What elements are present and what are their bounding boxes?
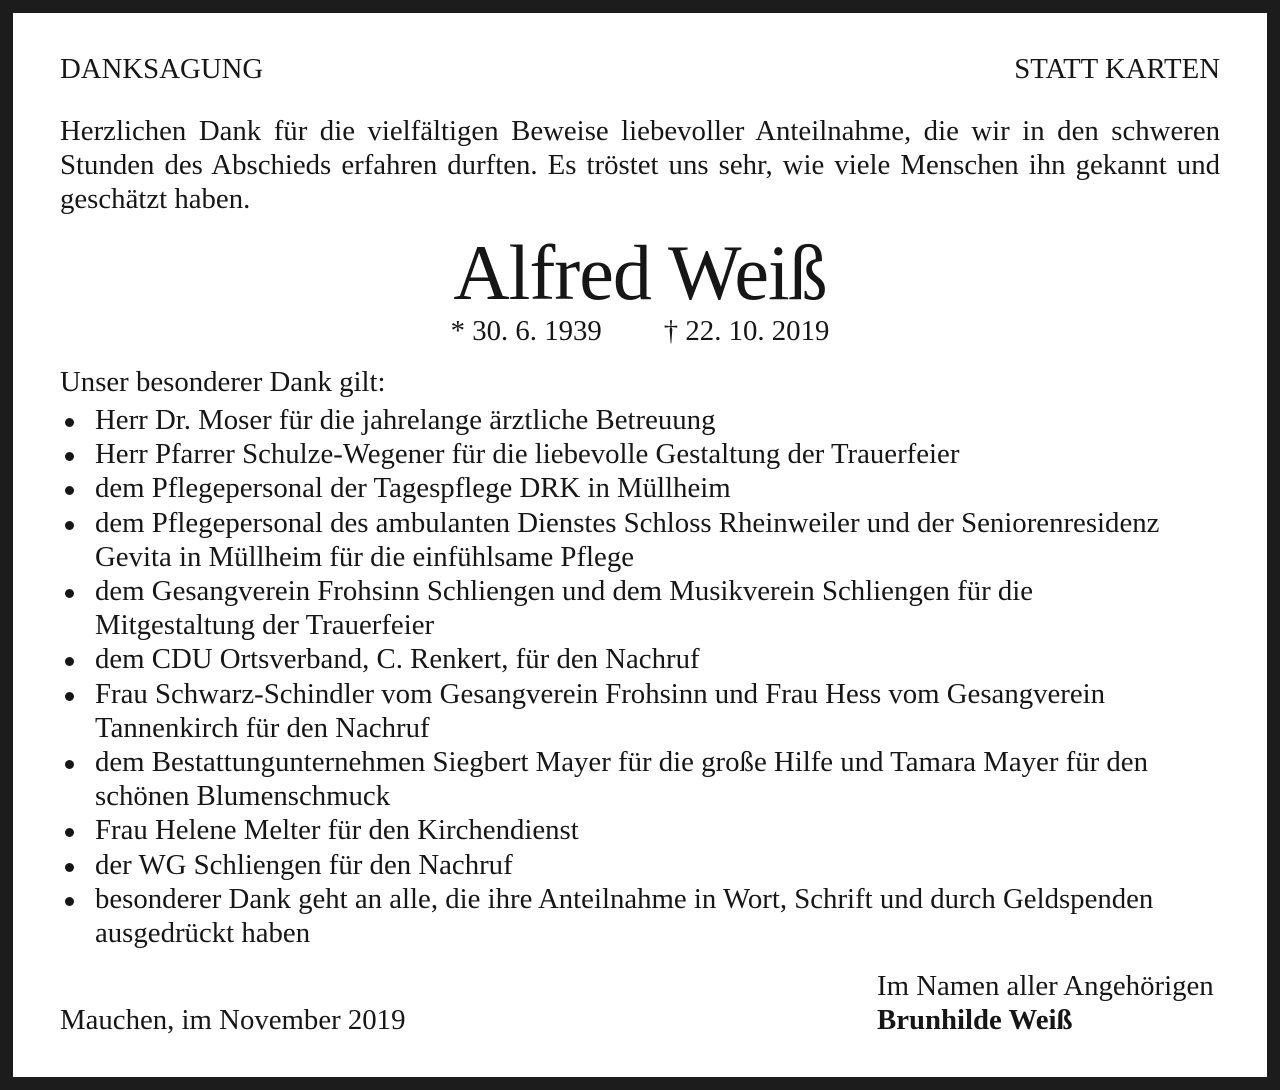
list-item [60, 882, 1220, 950]
list-item-text: der WG Schliengen für den Nachruf [95, 848, 513, 881]
bullet-icon [65, 486, 74, 495]
bullet-icon [65, 828, 74, 837]
list-item [60, 813, 1220, 847]
life-dates [0, 314, 1280, 348]
intro-line: geschätzt haben. [60, 183, 251, 216]
thanks-list [60, 403, 1220, 950]
signer-name: Brunhilde Weiß [877, 1004, 1073, 1036]
bullet-icon [65, 521, 74, 530]
list-item-text: Herr Pfarrer Schulze-Wegener für die liebevolle Gestaltung der Trauerfeier [95, 438, 960, 471]
list-item [60, 848, 1220, 882]
bullet-icon [65, 692, 74, 701]
statt-karten-label: STATT KARTEN [1014, 53, 1220, 85]
intro-paragraph [60, 114, 1220, 217]
list-item [60, 745, 1220, 813]
list-item-text: Herr Dr. Moser für die jahrelange ärztliche Betreuung [95, 404, 716, 436]
list-item [60, 471, 1220, 505]
list-item [60, 403, 1220, 437]
list-item [60, 506, 1220, 574]
bullet-icon [65, 760, 74, 769]
on-behalf-line: Im Namen aller Angehörigen [877, 970, 1214, 1002]
list-item-text: dem Pflegepersonal der Tagespflege DRK in Müllheim [95, 472, 731, 505]
list-item [60, 642, 1220, 676]
bullet-icon [65, 589, 74, 598]
list-item [60, 574, 1220, 642]
list-item-text: Frau Schwarz-Schindler vom Gesangverein Frohsinn und Frau Hess vom Gesangverein Tannenkirch für den Nachruf [95, 677, 1106, 744]
list-item [60, 437, 1220, 471]
bullet-icon [65, 657, 74, 666]
list-item-text: dem Gesangverein Frohsinn Schliengen und dem Musikverein Schliengen für die Mitgestaltung der Trauerfeier [95, 575, 1034, 642]
bullet-icon [65, 863, 74, 872]
bullet-icon [65, 418, 74, 427]
list-item-text: Frau Helene Melter für den Kirchendienst [95, 814, 579, 847]
bullet-icon [65, 452, 74, 461]
deceased-name: Alfred Weiß [453, 229, 827, 316]
intro-line: Herzlichen Dank für die vielfältigen Beweise liebevoller Anteilnahme, die wir in den schweren [60, 115, 1220, 147]
list-item [60, 677, 1220, 745]
thanks-lead: Unser besonderer Dank gilt: [60, 366, 386, 398]
death-date: † 22. 10. 2019 [663, 315, 830, 347]
bullet-icon [65, 897, 74, 906]
list-item-text: dem Pflegepersonal des ambulanten Dienstes Schloss Rheinweiler und der Seniorenresidenz Gevita in Müllheim für die einfühlsame Pflege [95, 506, 1160, 573]
list-item-text: dem Bestattungunternehmen Siegbert Mayer für die große Hilfe und Tamara Mayer für den schönen Blumenschmuck [95, 746, 1148, 813]
birth-date: * 30. 6. 1939 [450, 315, 602, 347]
list-item-text: besonderer Dank geht an alle, die ihre Anteilnahme in Wort, Schrift und durch Geldspenden ausgedrückt haben [95, 882, 1154, 950]
intro-line: Stunden des Abschieds erfahren durften. Es tröstet uns sehr, wie viele Menschen ihn gekannt und [60, 149, 1220, 182]
notice-type-label: DANKSAGUNG [60, 53, 264, 85]
list-item-text: dem CDU Ortsverband, C. Renkert, für den Nachruf [95, 643, 700, 676]
place-date: Mauchen, im November 2019 [60, 1004, 406, 1036]
